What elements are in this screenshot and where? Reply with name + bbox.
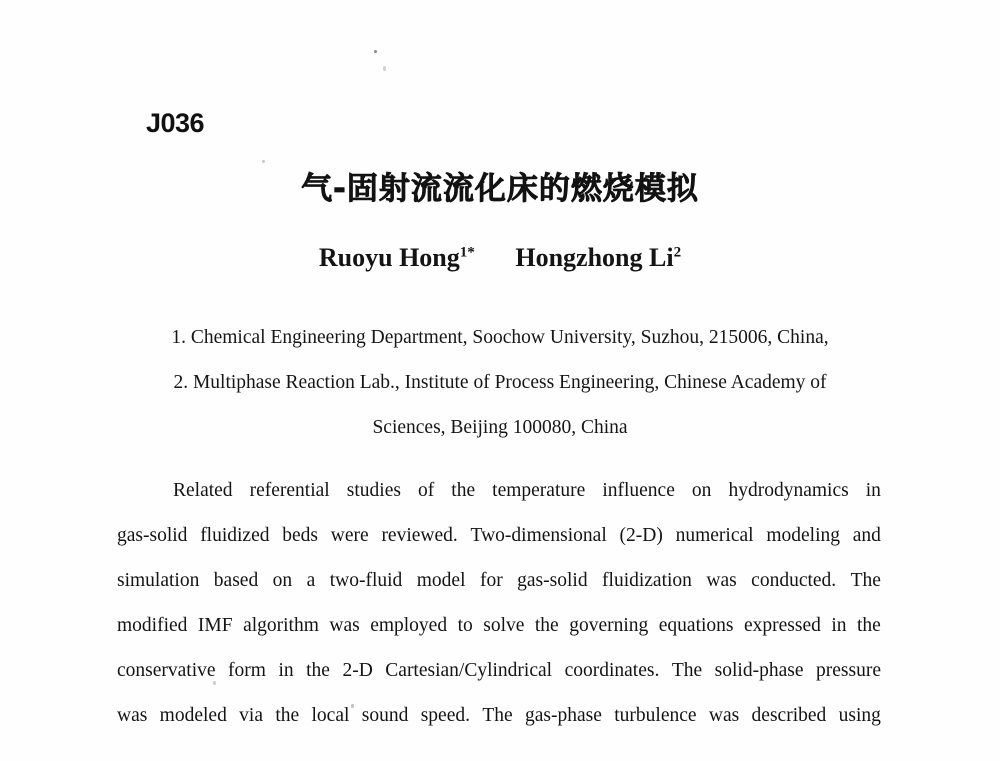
abstract-word: turbulence [614,705,697,726]
abstract-word: was [329,615,360,636]
abstract-word: hydrodynamics [728,480,849,501]
author-affiliation-marker: 2 [673,244,682,261]
abstract-word: was [708,705,740,726]
abstract-word: was [117,705,148,726]
abstract-word: the [275,705,300,726]
abstract-word: speed. [420,705,470,726]
abstract-word: conducted. [751,570,837,591]
abstract-line [117,613,881,658]
affiliation-line-3: Sciences, Beijing 100080, China [372,417,628,438]
abstract-word: simulation [117,570,200,591]
chinese-title: 气-固射流流化床的燃烧模拟 [301,171,699,207]
abstract-word: 2-D [342,660,373,681]
abstract-paragraph [117,478,881,748]
abstract-word: studies [346,480,401,501]
abstract-word: in [865,480,881,501]
abstract-word: conservative [117,660,216,681]
abstract-word: The [482,705,513,726]
abstract-word: referential [249,480,330,501]
abstract-word: Cartesian/Cylindrical [385,660,553,681]
abstract-word: to [457,615,473,636]
abstract-word: the [534,615,559,636]
abstract-word: model [416,570,466,591]
abstract-word: equations [658,615,734,636]
abstract-word: a [306,570,316,591]
author-name: Ruoyu Hong [318,243,460,272]
abstract-word: The [850,570,881,591]
abstract-word: gas-phase [525,705,602,726]
abstract-word: expressed [743,615,821,636]
author-affiliation-marker: 1* [459,244,475,261]
abstract-word: modified [117,615,188,636]
abstract-word: based [213,570,259,591]
abstract-word: solid-phase [714,660,804,681]
abstract-word: of [417,480,435,501]
abstract-word: local [311,705,350,726]
abstract-word: (2-D) [619,525,663,546]
abstract-word: were [330,525,369,546]
abstract-word: IMF [197,615,233,636]
abstract-line [117,703,881,748]
abstract-word: employed [370,615,448,636]
abstract-word: Related [173,480,233,501]
abstract-word: modeled [159,705,227,726]
abstract-word: sound [361,705,409,726]
scan-speck [383,66,386,71]
abstract-word: in [278,660,294,681]
abstract-word: and [852,525,881,546]
affiliation-line-1: 1. Chemical Engineering Department, Soochow University, Suzhou, 215006, China, [171,327,829,348]
abstract-word: algorithm [243,615,319,636]
affiliation-line-2: 2. Multiphase Reaction Lab., Institute of Process Engineering, Chinese Academy of [173,372,827,393]
abstract-word: the [857,615,881,636]
abstract-word: temperature [492,480,586,501]
author-entry [515,243,681,272]
abstract-word: pressure [816,660,881,681]
abstract-line [117,478,881,523]
scan-speck [374,50,377,53]
abstract-word: fluidized [200,525,270,546]
abstract-word: via [239,705,263,726]
paper-code: J036 [146,108,205,138]
abstract-word: beds [282,525,319,546]
author-entry [319,243,481,272]
abstract-word: the [451,480,476,501]
abstract-word: reviewed. [381,525,458,546]
abstract-word: governing [569,615,649,636]
abstract-word: modeling [766,525,841,546]
abstract-word: for [479,570,503,591]
abstract-word: gas-solid [117,525,188,546]
abstract-word: The [671,660,703,681]
author-name: Hongzhong Li [515,243,674,272]
author-list [0,243,1000,273]
abstract-word: fluidization [602,570,692,591]
abstract-word: using [838,705,881,726]
abstract-word: influence [602,480,675,501]
abstract-word: Two-dimensional [470,525,607,546]
abstract-word: described [751,705,827,726]
abstract-word: two-fluid [329,570,403,591]
abstract-line [117,658,881,703]
abstract-line [117,568,881,613]
abstract-word: the [306,660,330,681]
abstract-word: on [691,480,712,501]
abstract-word: numerical [675,525,754,546]
abstract-word: on [272,570,293,591]
abstract-word: in [831,615,847,636]
abstract-word: coordinates. [564,660,660,681]
abstract-word: form [228,660,266,681]
abstract-line [117,523,881,568]
abstract-word: was [706,570,737,591]
abstract-word: gas-solid [517,570,588,591]
abstract-word: solve [483,615,525,636]
